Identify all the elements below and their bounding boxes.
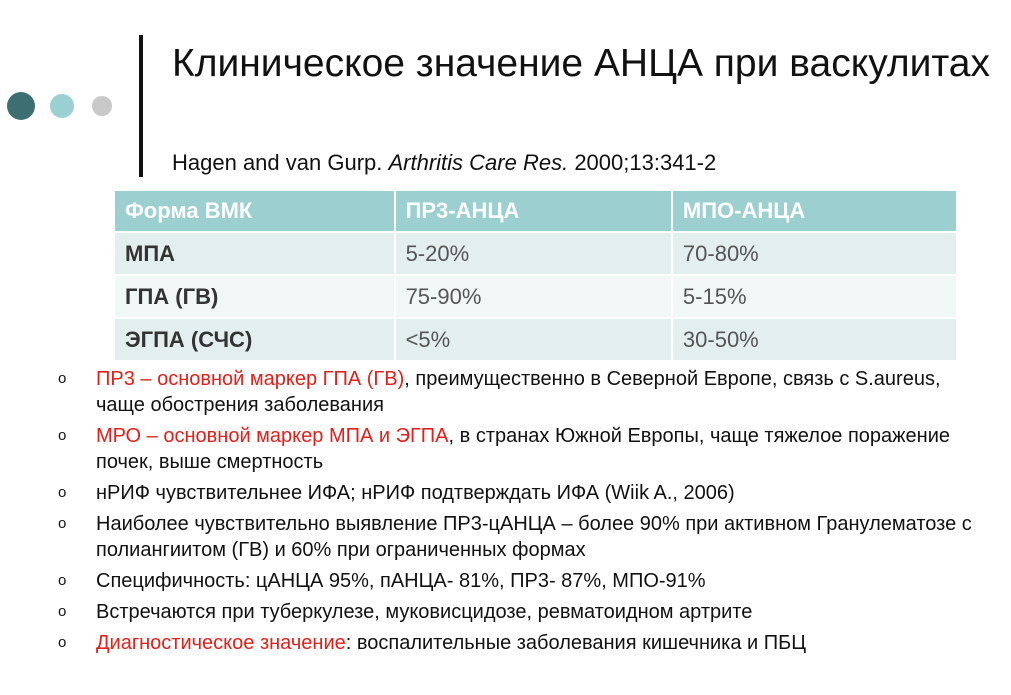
row-header: ЭГПА (СЧС) xyxy=(115,318,395,360)
anca-table xyxy=(115,191,956,360)
bullet-text: Наиболее чувствительно выявление ПР3-цАНЦА – более 90% при активном Гранулематозе с полиангиитом (ГВ) и 60% при ограниченных формах xyxy=(96,513,972,561)
table-row xyxy=(115,318,956,360)
citation xyxy=(172,149,716,177)
bullet-marker: o xyxy=(58,484,67,501)
decor-dot-gray xyxy=(92,96,112,116)
slide-title: Клиническое значение АНЦА при васкулитах xyxy=(172,42,990,85)
bullet-marker: o xyxy=(58,515,67,532)
bullet-text: Встречаются при туберкулезе, муковисцидозе, ревматоидном артрите xyxy=(96,601,753,623)
table-cell: 75-90% xyxy=(395,275,672,318)
bullet-text: , преимущественно в Северной Европе, связь с S.aureus, чаще обострения заболевания xyxy=(96,368,941,416)
bullet-text: : воспалительные заболевания кишечника и ПБЦ xyxy=(345,632,807,654)
table-cell: 70-80% xyxy=(672,232,956,275)
bullet-text: Специфичность: цАНЦА 95%, пАНЦА- 81%, ПР3- 87%, МПО-91% xyxy=(96,570,706,592)
table-header-row xyxy=(115,191,956,232)
row-header: ГПА (ГВ) xyxy=(115,275,395,318)
table-cell: 5-15% xyxy=(672,275,956,318)
row-header: МПА xyxy=(115,232,395,275)
bullet-list xyxy=(58,366,978,661)
table-header-cell: Форма ВМК xyxy=(115,191,395,232)
bullet-text: нРИФ чувствительнее ИФА; нРИФ подтверждать ИФА (Wiik A., 2006) xyxy=(96,482,735,504)
table-header-cell: ПР3-АНЦА xyxy=(395,191,672,232)
citation-journal: Arthritis Care Res. xyxy=(388,150,569,175)
bullet-text: , в странах Южной Европы, чаще тяжелое поражение почек, выше смертность xyxy=(96,425,950,473)
bullet-marker: o xyxy=(58,427,67,444)
bullet-highlight: МРО – основной маркер МПА и ЭГПА xyxy=(96,425,449,447)
decor-dot-teal xyxy=(50,94,74,118)
list-item xyxy=(58,599,978,625)
title-divider xyxy=(139,35,143,177)
bullet-marker: o xyxy=(58,603,67,620)
bullet-highlight: Диагностическое значение xyxy=(96,632,346,654)
list-item xyxy=(58,630,978,656)
list-item xyxy=(58,568,978,594)
bullet-marker: o xyxy=(58,634,67,651)
list-item xyxy=(58,366,978,418)
table-cell: <5% xyxy=(395,318,672,360)
bullet-highlight: ПР3 – основной маркер ГПА (ГВ) xyxy=(96,368,405,390)
table-row xyxy=(115,232,956,275)
table-header-cell: МПО-АНЦА xyxy=(672,191,956,232)
citation-authors: Hagen and van Gurp. xyxy=(172,150,389,175)
bullet-marker: o xyxy=(58,370,67,387)
bullet-marker: o xyxy=(58,572,67,589)
decor-dot-dark xyxy=(7,92,35,120)
citation-ref: 2000;13:341-2 xyxy=(568,150,717,175)
list-item xyxy=(58,423,978,475)
table-cell: 30-50% xyxy=(672,318,956,360)
table-row xyxy=(115,275,956,318)
list-item xyxy=(58,511,978,563)
list-item xyxy=(58,480,978,506)
table-cell: 5-20% xyxy=(395,232,672,275)
